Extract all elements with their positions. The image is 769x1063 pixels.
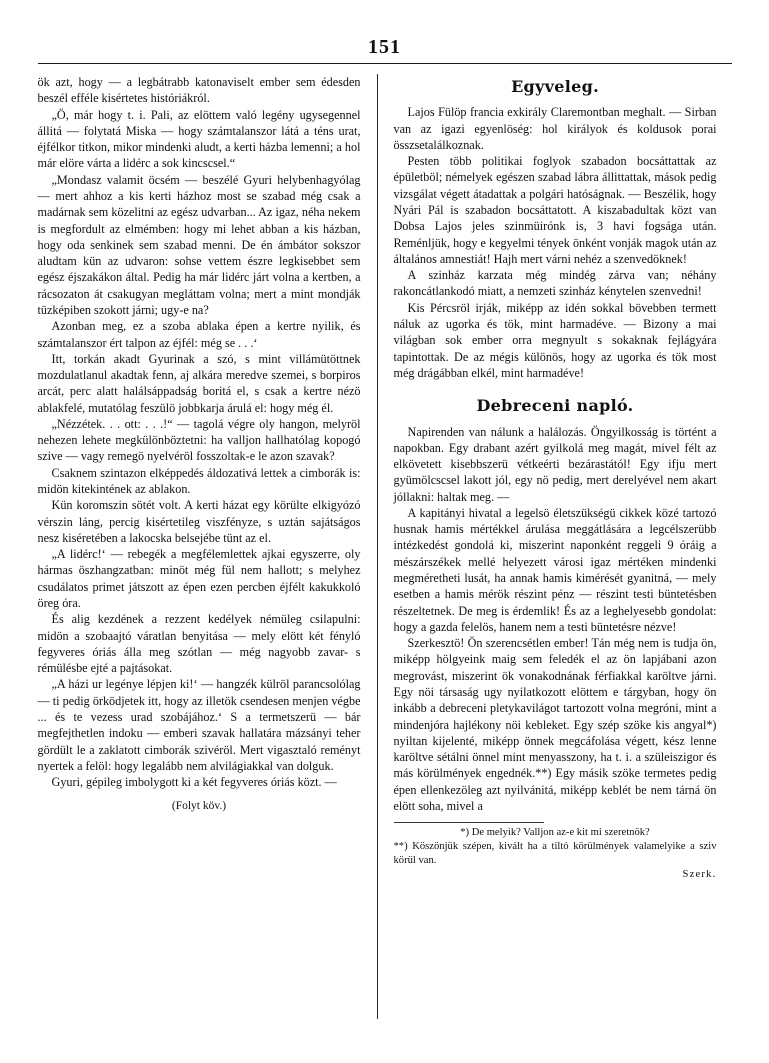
footnote-divider	[394, 822, 544, 823]
paragraph: „A házi ur legénye lépjen ki!‘ — hangzék külröl parancsolólag — ti pedig örködjetek itt, hogy az illetök csendesen menjen végbe ... és te vezess urad szobájához.‘ S a termetszerü — bár megfejthetlen indoku — emberi szavak hallatára mázsányi teher gördült le a zaklatott cimborák szivéröl. Mert vigasztaló reményt nyertek a felöl: hogy legalább nem alvilágiakkal van dolguk.	[37, 677, 361, 773]
paragraph: Szerkesztö! Ön szerencsétlen ember! Tán még nem is tudja ön, miképp hölgyeink maig sem feledék el az ön lapjábani azon megrovást, miszerint ök vonakodnának férfiakkal karöltve járni. Egy nöi társaság ugy nyilatkozott elöttem e tárgyban, hogy ön inkább a debreceni pletykavilágot tartozott volna megróni, mint a mindenjóra hajlékony nöi kebleket. Egy szép szöke kis angyal*) nyiltan kijelenté, miképp önnek megcáfolása végett, kész lenne karöltve sétálni önnel mint menyasszony, ha t. i. a szüleiszigor és más körülmények engednék.**) Egy másik szöke termetes pedig épen ellenkezöleg azt nyilvánitá, miképp keblét be nem tárná ön elött soha, mivel a	[393, 636, 717, 813]
column-divider	[377, 74, 378, 1019]
paragraph: És alig kezdének a rezzent kedélyek némüleg csilapulni: midön a szobaajtó váratlan benyitása — mely elött két fényló fegyveres óriás álla meg szótlan — még nagyobb zavar- s rémülésbe ejté a pajtásokat.	[37, 612, 361, 676]
two-column-body	[38, 64, 732, 1019]
paragraph: Pesten több politikai foglyok szabadon bocsáttattak az épületböl; némelyek egészen szabad lábra állittattak, mások pedig vizsgálat végett átadattak a polgári hatóságnak. — Beszélik, hogy Nyári Pál is szabadon bocsáttatott. A kiszabadultak közt van Dobsa Lajos jeles szinmüirónk is, 3 havi fogsága után. Reménljük, hogy e kegyelmi tények önként vonják magok után az általános amnestiát! Hajh mert várni nehéz a szenvedöknek!	[393, 154, 717, 266]
page-number: 151	[368, 36, 401, 58]
paragraph: A kapitányi hivatal a legelsö életszükségü cikkek közé tartozó husnak hamis mértékkel árulása meggátlására a legcélszerübb intézkedést gondolá ki, miszerint naponként reggeli 9 óráig a mészárszékek mellé helyezett városi igaz mértéken mindenki megméretheti lusát, ha annak hamis kimérését gyanitná, — mely esetben a hamis mérök részint pénz — részint testi büntetésben részeltetnek. De meg is érdemlik! És az a leghelyesebb gondolat: hogy a gazda felelös, hanem nem a testi büntetésre nézve!	[393, 505, 717, 634]
right-column	[382, 74, 717, 1019]
footnote-item: *) De melyik? Valljon az-e kit mi szeretnök?	[460, 827, 650, 839]
paragraph: Napirenden van nálunk a halálozás. Öngyilkosság is történt a napokban. Egy drabant azért gyilkolá meg magát, mivel félt az elkövetett kisebbszerü vétkeérti bezárastától! Egy ifju mert gyümölcscsel lakott jól, egy nö pedig, mert derelyével nem akart jóllakni: haltak meg. —	[393, 424, 717, 504]
continuation-note: (Folyt köv.)	[171, 800, 227, 813]
left-column	[38, 74, 373, 1019]
footnote-item: **) Köszönjük szépen, kivált ha a tiltó körülmények valamelyike a sziv körül van.	[393, 841, 717, 866]
paragraph: „Ö, már hogy t. i. Pali, az elöttem való legény ugysegennel állitá — folytatá Miska — hogy számtalanszor látá a téns urat, éjfélkor titkon, mikor mindenki aludt, a kerti házba lemenni; a hol már elöre várta a lidérc a sok kincscsel.“	[37, 107, 361, 171]
paragraph: „Nézzétek. . . ott: . . .!“ — tagolá végre oly hangon, melyröl nehezen lehete megkülönböztetni: ha valljon hallhatólag kopogó szive — vagy remegö nyelvéröl fosszoltak-e le azon szavak?	[37, 416, 361, 464]
paragraph: Kis Pércsröl irják, miképp az idén sokkal bövebben termett náluk az ugorka és tök, mint harmadéve. — Bizony a mai világban sok ember orra megnyult s sokaknak fejlágyára tapintottak. De az mégis különös, hogy az ugorka és tök most még drágábban elkél, mint harmadéve!	[393, 300, 717, 380]
paragraph: Kün koromszin sötét volt. A kerti házat egy körülte elkigyózó vérszin láng, percig kisértetileg viszfényze, s uztán sajátságos nesz kiséretében a lakocska belsejébe tünt az el.	[37, 498, 361, 545]
paragraph: A szinház karzata még mindég zárva van; néhány rakoncátlankodó miatt, a nemzeti szinház kénytelen szenvedni!	[393, 268, 717, 299]
footnotes	[394, 826, 717, 881]
paragraph: „Mondasz valamit öcsém — beszélé Gyuri helybenhagyólag — mert ahhoz a kis kerti házhoz most se szabad még csak a madárnak sem közelitni az egész udvarban... Az igaz, néha nekem is megfordult az elmémben: hogy mi lehet abban a kis házban, hogy oda senkinek sem szabad menni. De én ámbátor sokszor aludtam kün az udvaron: sohse vettem észre legkisebbet sem egész éjszakákon által. Pedig ha már lidérc járt volna a kertben, a rácsozaton át csakugyan megláttam volna; mert a mint mondják tüzképiben szokott járni; ugy-e na?	[37, 172, 361, 317]
section-title-debreceni-naplo: Debreceni napló.	[476, 396, 634, 416]
section-title-egyveleg: Egyveleg.	[511, 77, 599, 96]
paragraph: Csaknem szintazon elképpedés áldozativá lettek a cimborák is: midön kitekintének az ablakon.	[37, 465, 361, 497]
paragraph: Gyuri, gépileg imbolygott ki a két fegyveres óriás közt. —	[51, 775, 337, 790]
paragraph: Itt, torkán akadt Gyurinak a szó, s mint villámütöttnek mozdulatlanul akadtak fenn, aj alkára meredve szemei, s borpiros arcát, perc alatt halálsáppadság boritá el, s csak a kertre nézö ablakfelé, mutatólag feszülö jobbkarja árulá el: hogy még él.	[37, 351, 361, 415]
paragraph: ök azt, hogy — a legbátrabb katonaviselt ember sem édesden beszél efféle kisértetes históriákról.	[37, 75, 361, 106]
paragraph: Azonban meg, ez a szoba ablaka épen a kertre nyilik, és számtalanszor ért talpon az éjfél: még se . . .‘	[37, 319, 361, 350]
paragraph: „A lidérc!‘ — rebegék a megfélemlettek ajkai egyszerre, oly hármas öszhangzatban: minöt még fül nem hallott; s melyhez csudálatos primet játszott az épen ezen percben éjfélt kakukkoló öreg óra.	[37, 547, 361, 610]
paragraph: Lajos Fülöp francia exkirály Claremontban meghalt. — Sirban van az igazi egyenlöség: hol királyok és koldusok porai összsetalálkoznak.	[393, 105, 717, 152]
footnote-signature: Szerk.	[682, 868, 717, 880]
